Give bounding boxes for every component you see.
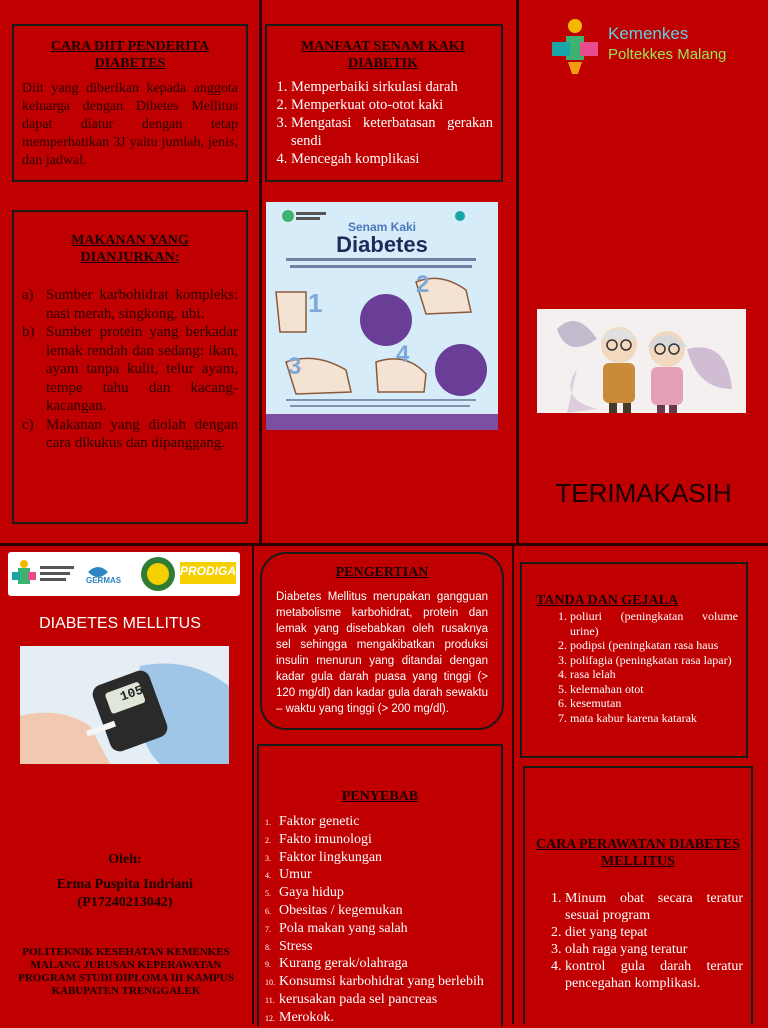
svg-text:2: 2 xyxy=(416,271,430,298)
row-divider xyxy=(0,543,768,546)
poster-title-small: Senam Kaki xyxy=(347,220,417,234)
list-item: 7. Pola makan yang salah xyxy=(265,920,408,936)
list-item-text: Stress xyxy=(279,938,313,954)
benefit-box xyxy=(265,24,503,182)
care-title: CARA PERAWATAN DIABETES MELLITUS xyxy=(535,837,741,869)
list-item-text: Konsumsi karbohidrat yang berlebih xyxy=(279,974,484,990)
food-title: MAKANAN YANG DIANJURKAN: xyxy=(71,233,189,265)
list-marker: c) xyxy=(22,416,34,433)
divider xyxy=(252,546,254,1024)
list-item: 3. olah raga yang teratur xyxy=(565,941,743,958)
list-item-text: Kurang gerak/olahraga xyxy=(279,956,408,972)
list-item-text: Fakto imunologi xyxy=(279,831,372,847)
list-item-text: Merokok. xyxy=(279,1009,334,1025)
author-nim: (P17240213042) xyxy=(77,895,173,910)
benefit-list xyxy=(273,78,493,168)
list-item xyxy=(22,286,238,323)
list-item: 7. mata kabur karena katarak xyxy=(570,711,738,726)
list-item: 11. kerusakan pada sel pancreas xyxy=(265,991,438,1007)
list-item-text: Umur xyxy=(279,867,312,883)
institution: POLITEKNIK KESEHATAN KEMENKES MALANG JURUSAN KEPERAWATAN PROGRAM STUDI DIPLOMA III KAMPUS KABUPATEN TRENGGALEK xyxy=(18,946,234,997)
author-name: Erma Puspita Indriani xyxy=(56,877,194,892)
list-item xyxy=(22,416,238,453)
elderly-couple-image xyxy=(537,309,746,413)
list-item: 3. Mengatasi keterbatasan gerakan sendi xyxy=(291,114,493,150)
list-marker: b) xyxy=(22,324,35,340)
meter-reading: 105 xyxy=(118,682,146,705)
list-item: 6. Obesitas / kegemukan xyxy=(265,902,403,918)
list-item: 5. Gaya hidup xyxy=(265,885,344,901)
kemenkes-logo xyxy=(548,16,748,78)
list-item: 1. Minum obat secara teratur sesuai program xyxy=(565,890,743,924)
list-item: 4. Mencegah komplikasi xyxy=(291,150,493,168)
definition-title: PENGERTIAN xyxy=(335,565,429,580)
list-item-text: Sumber karbohidrat kompleks: nasi merah, singkong, ubi. xyxy=(46,287,238,322)
svg-text:1: 1 xyxy=(308,288,323,318)
diet-text: Diit yang diberikan kepada anggota keluarga dengan Dibetes Mellitus dapat diatur dengan tetap memperhatikan 3J yaitu jumlah, jenis, dan jadwal. xyxy=(22,81,238,168)
list-item: 3. polifagia (peningkatan rasa lapar) xyxy=(570,653,738,668)
list-item: 9. Kurang gerak/olahraga xyxy=(265,956,408,972)
list-item: 2. Memperkuat oto-otot kaki xyxy=(291,96,493,114)
list-marker: a) xyxy=(22,287,34,303)
benefit-title: MANFAAT SENAM KAKI DIABETIK xyxy=(300,39,466,71)
germas-text: GERMAS xyxy=(86,576,122,585)
cause-box xyxy=(257,744,503,1026)
list-item-text: Obesitas / kegemukan xyxy=(279,902,403,918)
list-item: 2. podipsi (peningkatan rasa haus xyxy=(570,638,738,653)
doc-title: DIABETES MELLITUS xyxy=(39,615,201,632)
list-item: 8. Stress xyxy=(265,938,313,954)
list-item: 6. kesemutan xyxy=(570,696,738,711)
poster-title-big: Diabetes xyxy=(336,232,428,257)
symptom-box xyxy=(520,562,748,758)
food-list xyxy=(22,286,238,453)
divider xyxy=(259,0,262,545)
svg-text:3: 3 xyxy=(288,353,302,380)
list-item xyxy=(22,323,238,416)
elderly-couple-illustration xyxy=(537,309,746,413)
list-item: 2. Fakto imunologi xyxy=(265,831,372,847)
symptom-list xyxy=(536,609,738,725)
list-item-text: Faktor genetic xyxy=(279,814,360,829)
definition-text: Diabetes Mellitus merupakan gangguan metabolisme karbohidrat, protein dan lemak yang disebabkan oleh rusaknya sel sehingga mengakibatkan produksi insulin menurun yang ditandai dengan kadar gula darah puasa yang tinggi (> 120 mg/dl) dan kadar gula darah sewaktu – waktu yang tinggi (> 200 mg/dl). xyxy=(276,591,488,715)
list-item: 12. Merokok. xyxy=(265,1009,334,1025)
list-item: 1. Memperbaiki sirkulasi darah xyxy=(291,78,493,96)
list-item-text: Gaya hidup xyxy=(279,885,344,901)
care-box xyxy=(523,766,753,1024)
list-item: 4. Umur xyxy=(265,867,312,883)
care-list xyxy=(533,890,743,992)
prodiga-text: PRODIGA xyxy=(180,564,237,578)
list-item-text: Faktor lingkungan xyxy=(279,849,383,865)
senam-kaki-poster xyxy=(266,202,498,430)
list-item-text: kerusakan pada sel pancreas xyxy=(279,991,438,1007)
symptom-title: TANDA DAN GEJALA xyxy=(536,593,679,608)
divider xyxy=(516,0,519,545)
divider xyxy=(512,546,514,1024)
list-item: 1. poliuri (peningkatan volume urine) xyxy=(570,609,738,638)
glucose-meter-illustration xyxy=(20,646,229,764)
diet-box xyxy=(12,24,248,182)
list-item: 5. kelemahan otot xyxy=(570,682,738,697)
list-item-text: Pola makan yang salah xyxy=(279,920,408,936)
kemenkes-logo-icon xyxy=(548,16,602,78)
list-item: 3. Faktor lingkungan xyxy=(265,849,383,865)
logo-line2: Poltekkes Malang xyxy=(608,46,727,63)
sponsor-logos-bar xyxy=(8,552,240,596)
cause-title: PENYEBAB xyxy=(341,789,419,804)
glucose-meter-image xyxy=(20,646,229,764)
thanks-text: TERIMAKASIH xyxy=(555,478,732,508)
list-item: 4. kontrol gula darah teratur pencegahan komplikasi. xyxy=(565,958,743,992)
list-item-text: Makanan yang diolah dengan cara dikukus dan dipanggang. xyxy=(46,416,238,451)
list-item-text: Sumber protein yang berkadar lemak rendah dan sedang: ikan, ayam tanpa kulit, telur ayam, tempe tahu dan kacang-kacangan. xyxy=(46,324,238,414)
definition-box xyxy=(260,552,504,730)
cause-list xyxy=(265,814,495,1028)
logo-line1: Kemenkes xyxy=(608,24,689,43)
list-item: 2. diet yang tepat xyxy=(565,924,743,941)
diet-title: CARA DIIT PENDERITA DIABETES xyxy=(50,39,210,71)
food-box xyxy=(12,210,248,524)
svg-text:4: 4 xyxy=(396,341,410,368)
list-item: 10. Konsumsi karbohidrat yang berlebih xyxy=(265,974,484,990)
list-item: 4. rasa lelah xyxy=(570,667,738,682)
list-item: 1. Faktor genetic xyxy=(265,814,360,829)
by-label: Oleh: xyxy=(108,852,142,867)
